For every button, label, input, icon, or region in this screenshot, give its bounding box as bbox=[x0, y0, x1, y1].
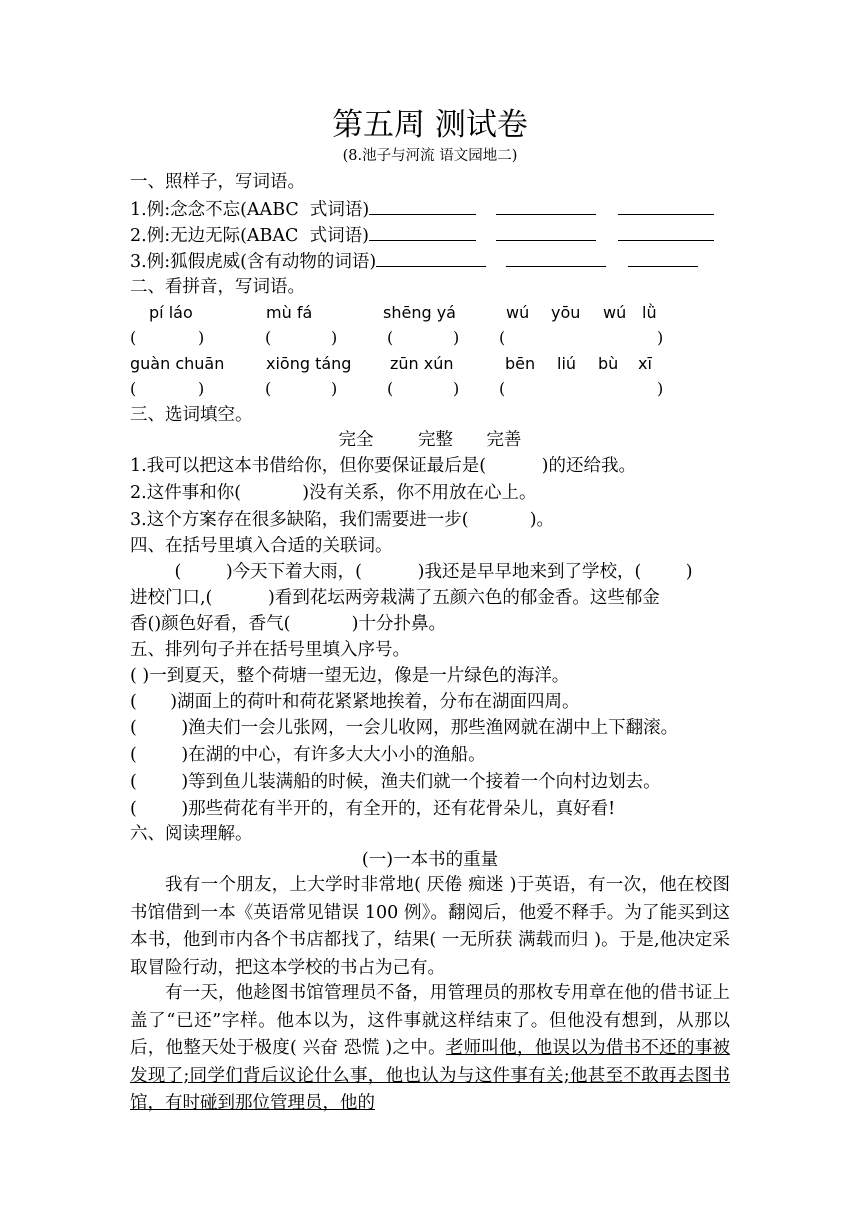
question-1-2-text: 2.例:无边无际(ABAC 式词语) bbox=[130, 226, 369, 246]
pinyin: wú bbox=[603, 303, 627, 322]
section-3-heading: 三、选词填空。 bbox=[130, 405, 253, 425]
section-5-heading: 五、排列句子并在括号里填入序号。 bbox=[130, 640, 410, 660]
sentence-item: ( )那些荷花有半开的，有全开的，还有花骨朵儿，真好看! bbox=[130, 799, 616, 819]
pinyin: xiōng táng bbox=[266, 354, 352, 373]
word-choices: 完全 完整 完善 bbox=[338, 430, 522, 450]
sentence-item: ( )湖面上的荷叶和荷花紧紧地挨着，分布在湖面四周。 bbox=[130, 692, 580, 712]
question-3-1: 1.我可以把这本书借给你，但你要保证最后是( )的还给我。 bbox=[130, 456, 636, 476]
pinyin: bēn bbox=[505, 354, 536, 373]
story-paragraph-2 bbox=[130, 980, 730, 1118]
underlined-passage: 老师叫他，他误以为借书不还的事被发现了;同学们背后议论什么事，他也认为与这件事有关;他甚至不敢再去图书馆，有时碰到那位管理员，他的 bbox=[130, 1038, 730, 1113]
pinyin: guàn chuān bbox=[130, 354, 225, 373]
question-1-2 bbox=[130, 223, 714, 248]
pinyin: yōu bbox=[551, 303, 581, 322]
answer-blank[interactable] bbox=[496, 197, 596, 215]
answer-blank[interactable] bbox=[496, 223, 596, 241]
section-4-heading: 四、在括号里填入合适的关联词。 bbox=[130, 536, 393, 556]
pinyin: mù fá bbox=[266, 303, 313, 322]
story-paragraph-2-text: 有一天，他趁图书馆管理员不备，用管理员的那枚专用章在他的借书证上盖了“已还”字样。他本以为，这件事就这样结束了。但他没有想到，从那以后，他整天处于极度( 兴奋 恐慌 )之中。 bbox=[130, 983, 730, 1058]
passage-4-line-1: ( )今天下着大雨，( )我还是早早地来到了学校，( ) bbox=[130, 562, 693, 582]
passage-4-line-3: 香()颜色好看，香气( )十分扑鼻。 bbox=[130, 614, 446, 634]
sentence-item: ( )一到夏天，整个荷塘一望无边，像是一片绿色的海洋。 bbox=[130, 666, 570, 686]
pinyin: zūn xún bbox=[390, 354, 454, 373]
answer-blank[interactable] bbox=[618, 223, 714, 241]
pinyin: bù bbox=[598, 354, 619, 373]
question-1-3 bbox=[130, 249, 698, 274]
answer-blank[interactable] bbox=[628, 249, 698, 267]
answer-blank[interactable] bbox=[618, 197, 714, 215]
passage-4-line-2: 进校门口,( )看到花坛两旁栽满了五颜六色的郁金香。这些郁金 bbox=[130, 588, 660, 608]
question-1-3-text: 3.例:狐假虎威(含有动物的词语) bbox=[130, 252, 377, 272]
section-1-heading: 一、照样子，写词语。 bbox=[130, 172, 305, 192]
question-1-1 bbox=[130, 197, 714, 222]
story-paragraph-1: 我有一个朋友，上大学时非常地( 厌倦 痴迷 )于英语，有一次，他在校图书馆借到一本《英语常见错误 100 例》。翻阅后，他爱不释手。为了能买到这本书，他到市内各个书店都找了，结果( 一无所获 满载而归 )。于是,他决定采取冒险行动，把这本学校的书占为己有。 bbox=[130, 875, 730, 978]
sentence-item: ( )在湖的中心，有许多大大小小的渔船。 bbox=[130, 745, 486, 765]
section-2-heading: 二、看拼音，写词语。 bbox=[130, 277, 305, 297]
page-title: 第五周 测试卷 bbox=[332, 107, 528, 143]
answer-blank[interactable] bbox=[369, 197, 476, 215]
pinyin: lǜ bbox=[642, 303, 657, 322]
pinyin: shēng yá bbox=[383, 303, 456, 322]
pinyin: wú bbox=[506, 303, 530, 322]
question-3-2: 2.这件事和你( )没有关系，你不用放在心上。 bbox=[130, 483, 537, 503]
pinyin: pí láo bbox=[149, 303, 193, 322]
pinyin: xī bbox=[638, 354, 652, 373]
question-1-1-text: 1.例:念念不忘(AABC 式词语) bbox=[130, 200, 370, 220]
answer-blank[interactable] bbox=[369, 223, 476, 241]
story-title: (一)一本书的重量 bbox=[361, 850, 499, 870]
sentence-item: ( )等到鱼儿装满船的时候，渔夫们就一个接着一个向村边划去。 bbox=[130, 772, 661, 792]
sentence-item: ( )渔夫们一会儿张网，一会儿收网，那些渔网就在湖中上下翻滚。 bbox=[130, 718, 679, 738]
pinyin: liú bbox=[557, 354, 577, 373]
page-subtitle: (8.池子与河流 语文园地二) bbox=[342, 148, 518, 164]
question-3-3: 3.这个方案存在很多缺陷，我们需要进一步( )。 bbox=[130, 510, 555, 530]
answer-blank[interactable] bbox=[376, 249, 486, 267]
answer-blank[interactable] bbox=[506, 249, 606, 267]
section-6-heading: 六、阅读理解。 bbox=[130, 824, 253, 844]
